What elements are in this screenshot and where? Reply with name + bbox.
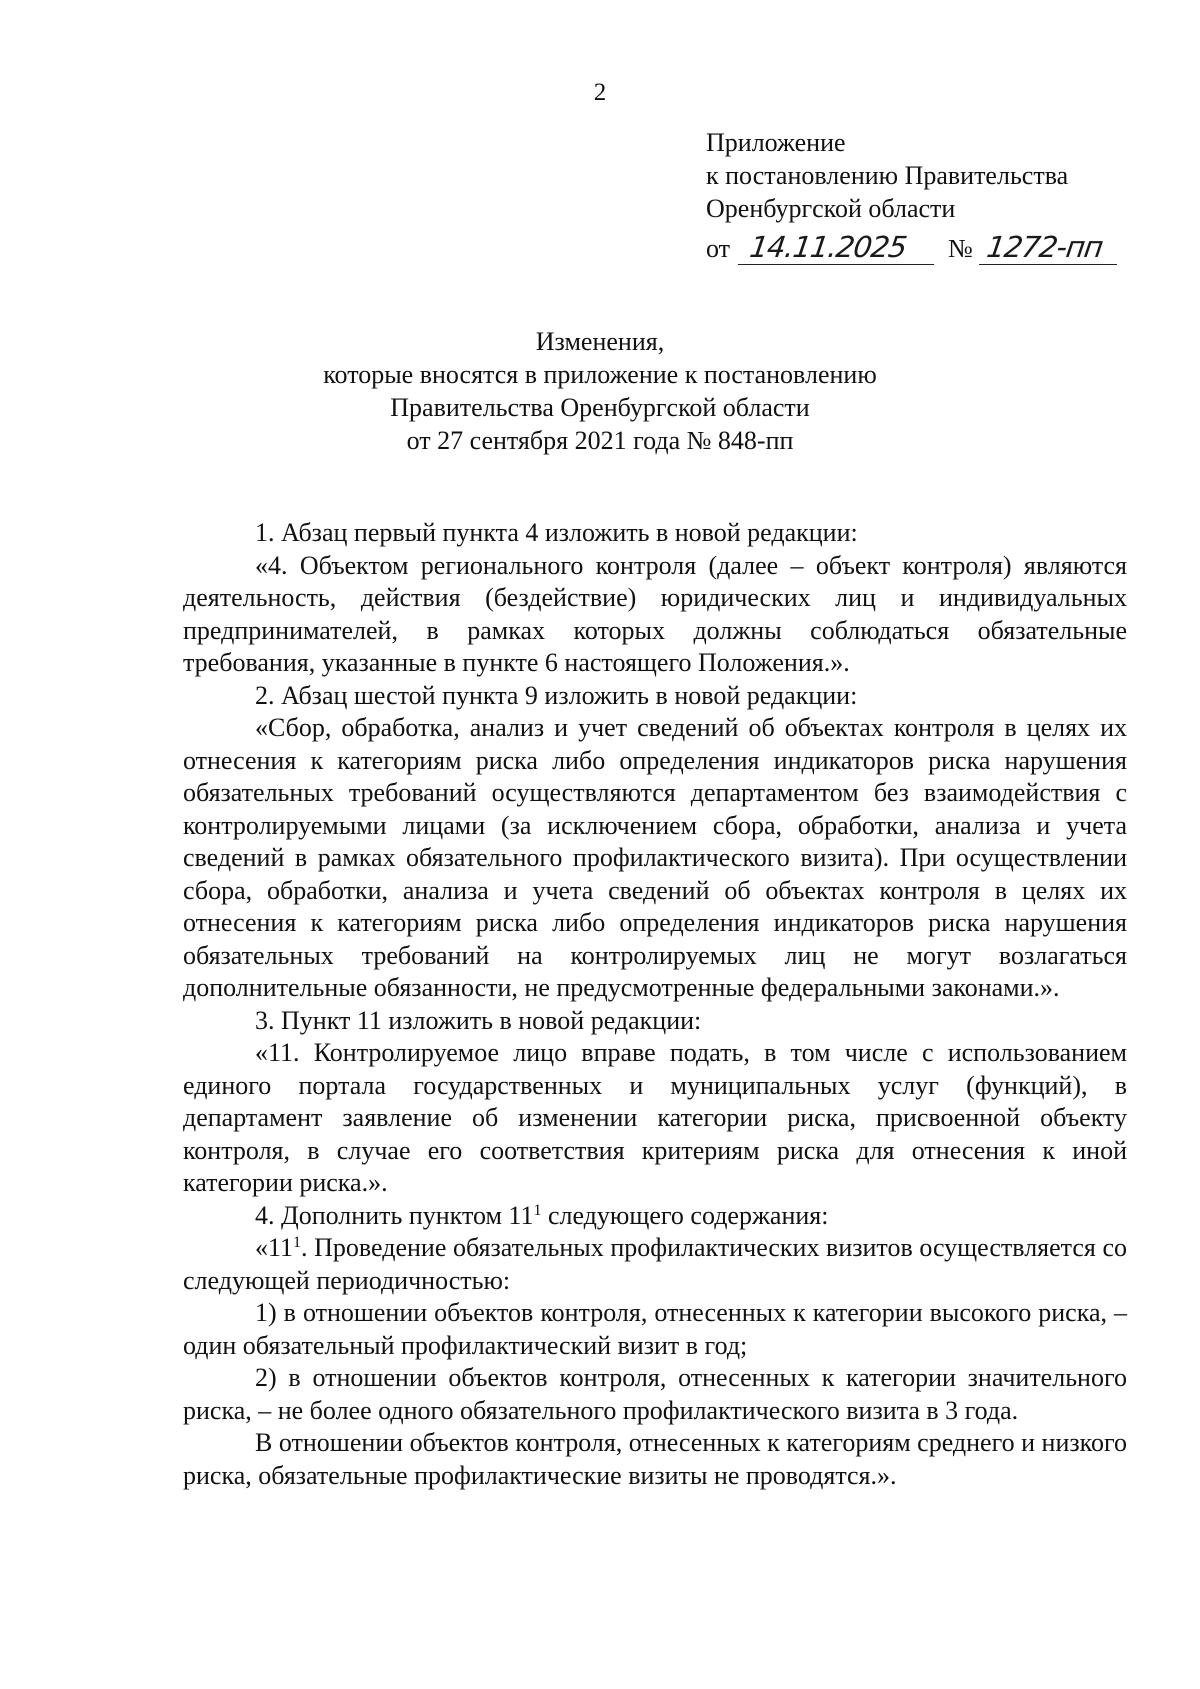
paragraph-1: 1. Абзац первый пункта 4 изложить в новой редакции: [255, 518, 858, 547]
paragraph-4: «Сбор, обработка, анализ и учет сведений об объектах контроля в целях их отнесения к категориям риска либо определения индикаторов риска нарушения обязательных требований осуществляются департаментом без взаимодействия с контролируемыми лицами (за исключением сбора, обработки, анализа и учета сведений в рамках обязательного профилактического визита). При осуществлении сбора, обработки, анализа и учета сведений об объектах контроля в целях их отнесения к категориям риска либо определения индикаторов риска нарушения обязательных требований на контролируемых лиц не могут возлагаться дополнительные обязанности, не предусмотренные федеральными законами.». [183, 713, 1127, 1002]
paragraph-6: «11. Контролируемое лицо вправе подать, в том числе с использованием единого портала государственных и муниципальных услуг (функций), в департамент заявление об изменении категории риска, присвоенной объекту контроля, в случае его соответствия критериям риска для отнесения к иной категории риска.». [183, 1038, 1127, 1197]
title-line-4: от 27 сентября 2021 года № 848-пп [406, 426, 794, 455]
paragraph-10: 2) в отношении объектов контроля, отнесенных к категории значительного риска, – не более одного обязательного профилактического визита в 3 года. [183, 1363, 1127, 1425]
paragraph-5: 3. Пункт 11 изложить в новой редакции: [255, 1005, 702, 1035]
page-number: 2 [593, 79, 607, 106]
annex-date-number-line [706, 227, 1176, 265]
number-label: № [948, 234, 973, 263]
title-line-1: Изменения, [535, 327, 665, 356]
paragraph-7-superscript: 1 [533, 1201, 542, 1219]
document-title [0, 325, 1200, 457]
document-body [183, 517, 1127, 1492]
from-label: от [706, 234, 731, 263]
title-line-3: Правительства Оренбургской области [390, 393, 810, 422]
paragraph-8-superscript: 1 [293, 1234, 302, 1251]
annex-line-region: Оренбургской области [706, 194, 956, 223]
paragraph-11: В отношении объектов контроля, отнесенных к категориям среднего и низкого риска, обязательные профилактические визиты не проводятся.». [183, 1428, 1127, 1490]
paragraph-7-text-start: 4. Дополнить пунктом 11 [255, 1200, 534, 1230]
annex-line-resolution: к постановлению Правительства [706, 161, 1069, 190]
handwritten-number: 1272-пп [984, 230, 1105, 264]
title-line-2: которые вносятся в приложение к постановлению [323, 360, 877, 389]
paragraph-7 [183, 1200, 1127, 1233]
paragraph-3: 2. Абзац шестой пункта 9 изложить в новой редакции: [255, 680, 858, 710]
paragraph-8-text-start: «11 [255, 1233, 294, 1262]
paragraph-9: 1) в отношении объектов контроля, отнесенных к категории высокого риска, – один обязательный профилактический визит в год; [183, 1298, 1127, 1360]
handwritten-date: 14.11.2025 [747, 230, 909, 264]
paragraph-7-text-end: следующего содержания: [541, 1200, 829, 1230]
paragraph-8-text-end: . Проведение обязательных профилактических визитов осуществляется со следующей периодичностью: [183, 1233, 1127, 1295]
paragraph-8 [183, 1232, 1127, 1297]
number-field [979, 232, 1117, 265]
date-field [738, 232, 934, 265]
annex-block [706, 126, 1176, 265]
paragraph-2: «4. Объектом регионального контроля (далее – объект контроля) являются деятельность, действия (бездействие) юридических лиц и индивидуальных предпринимателей, в рамках которых должны соблюдаться обязательные требования, указанные в пункте 6 настоящего Положения.». [183, 550, 1127, 677]
annex-title: Приложение [706, 128, 846, 157]
